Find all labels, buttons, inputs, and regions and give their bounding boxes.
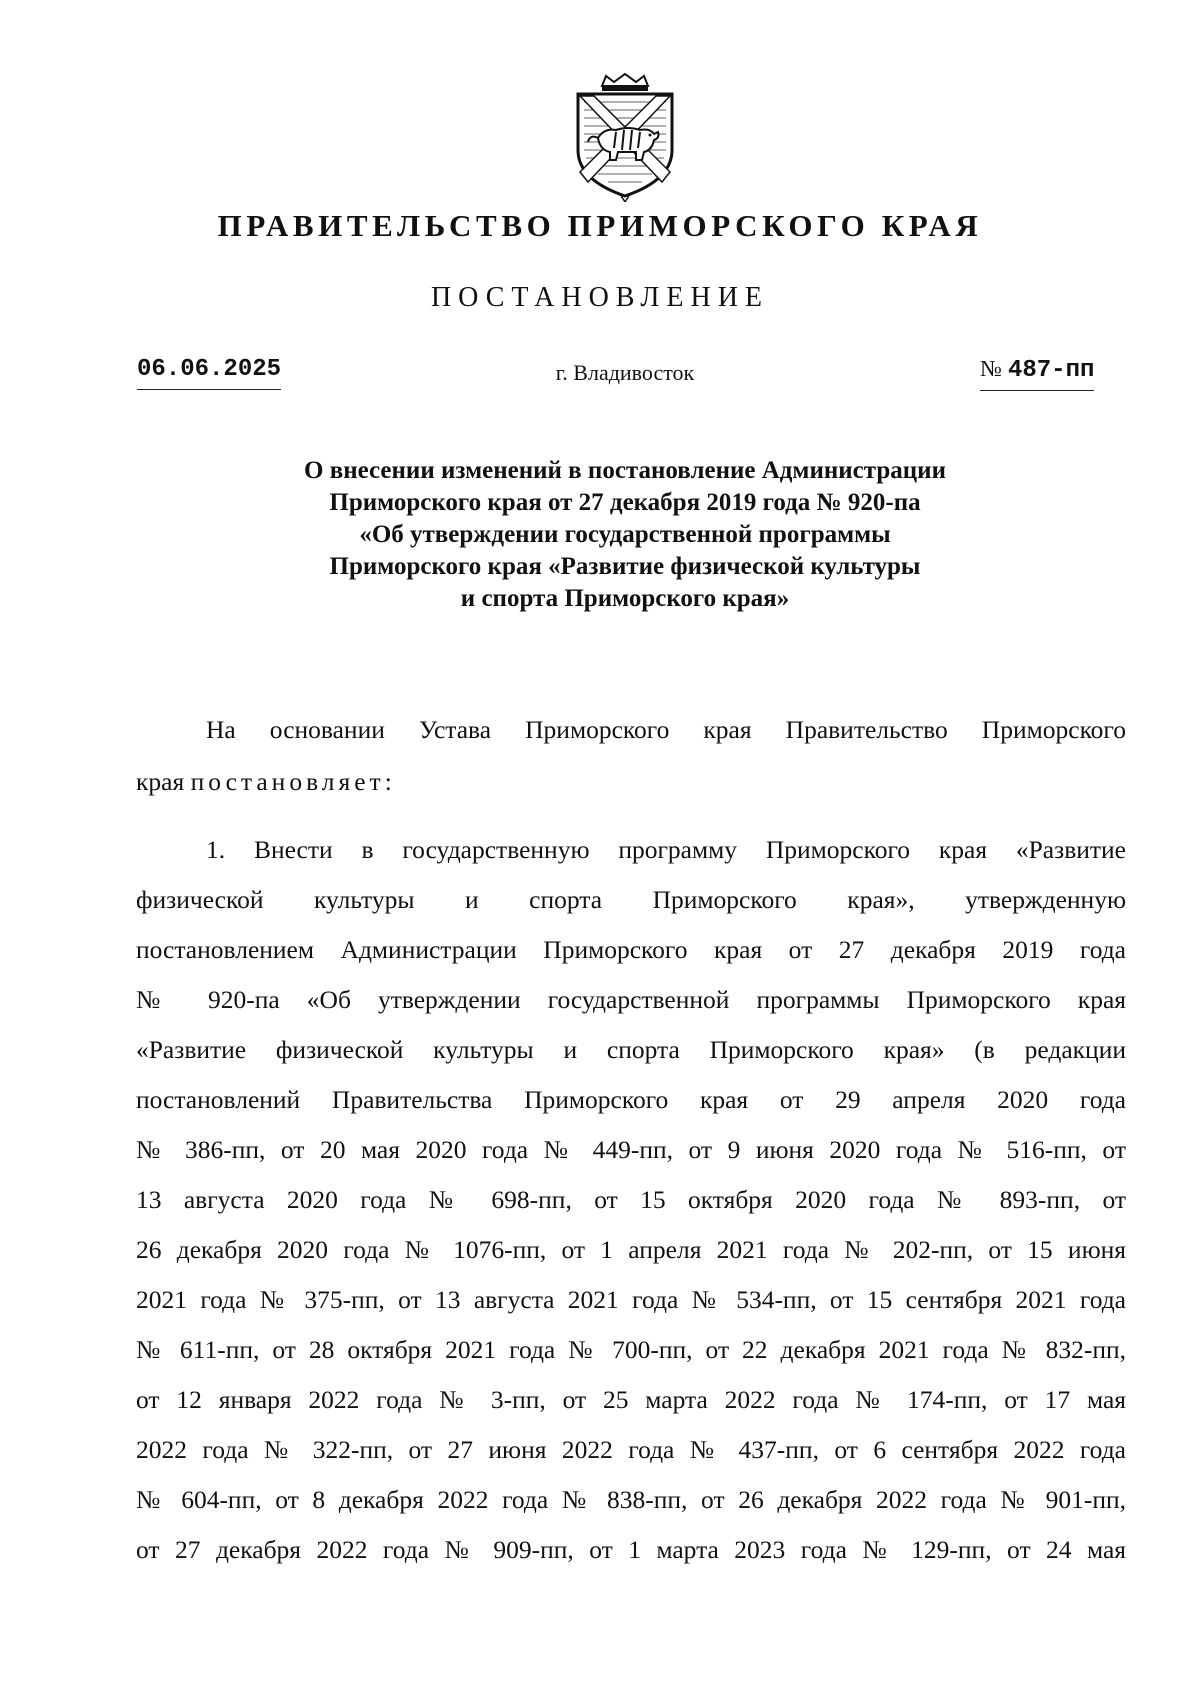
subject-line: Приморского края «Развитие физической культуры [329,553,921,580]
number-value: 487-пп [1007,357,1095,384]
paragraph-line: № 920-па «Об утверждении государственной программы Приморского края [136,985,1126,1014]
subject-line: О внесении изменений в постановление Администрации [304,457,946,484]
paragraph-line: № 604-пп, от 8 декабря 2022 года № 838-пп, от 26 декабря 2022 года № 901-пп, [136,1485,1126,1514]
paragraph-line: от 12 января 2022 года № 3-пп, от 25 марта 2022 года № 174-пп, от 17 мая [136,1385,1126,1414]
subject-line: и спорта Приморского края» [460,585,790,612]
document-type: ПОСТАНОВЛЕНИЕ [430,282,770,313]
paragraph-line: «Развитие физической культуры и спорта Приморского края» (в редакции [136,1035,1126,1064]
document-subject [0,455,1200,615]
document-number [980,356,1094,391]
paragraph-line: 2021 года № 375-пп, от 13 августа 2021 года № 534-пп, от 15 сентября 2021 года [136,1285,1126,1314]
preamble-line: На основании Устава Приморского края Правительство Приморского [206,715,1126,744]
document-city: г. Владивосток [555,360,695,385]
paragraph-line: физической культуры и спорта Приморского края», утвержденную [136,885,1126,914]
preamble-spaced-word: постановляет: [190,767,396,796]
paragraph-line: 2022 года № 322-пп, от 27 июня 2022 года № 437-пп, от 6 сентября 2022 года [136,1435,1126,1464]
paragraph-line: 26 декабря 2020 года № 1076-пп, от 1 апреля 2021 года № 202-пп, от 15 июня [136,1235,1126,1264]
coat-of-arms-emblem [570,72,680,202]
paragraph-line: № 386-пп, от 20 мая 2020 года № 449-пп, от 9 июня 2020 года № 516-пп, от [136,1135,1126,1164]
paragraph-line: № 611-пп, от 28 октября 2021 года № 700-пп, от 22 декабря 2021 года № 832-пп, [136,1335,1126,1364]
government-title: ПРАВИТЕЛЬСТВО ПРИМОРСКОГО КРАЯ [217,208,983,243]
preamble-line [136,767,1126,797]
subject-line: Приморского края от 27 декабря 2019 года № 920-па [329,489,921,516]
preamble-word: края [136,767,185,796]
document-date: 06.06.2025 [137,356,281,390]
paragraph-line: 1. Внести в государственную программу Приморского края «Развитие [206,835,1126,864]
paragraph-line: постановлением Администрации Приморского края от 27 декабря 2019 года [136,935,1126,964]
paragraph-line: 13 августа 2020 года № 698-пп, от 15 октября 2020 года № 893-пп, от [136,1185,1126,1214]
paragraph-line: постановлений Правительства Приморского края от 29 апреля 2020 года [136,1085,1126,1114]
paragraph-line: от 27 декабря 2022 года № 909-пп, от 1 марта 2023 года № 129-пп, от 24 мая [136,1535,1126,1564]
number-sign: № [980,356,1002,381]
subject-line: «Об утверждении государственной программы [359,521,891,548]
